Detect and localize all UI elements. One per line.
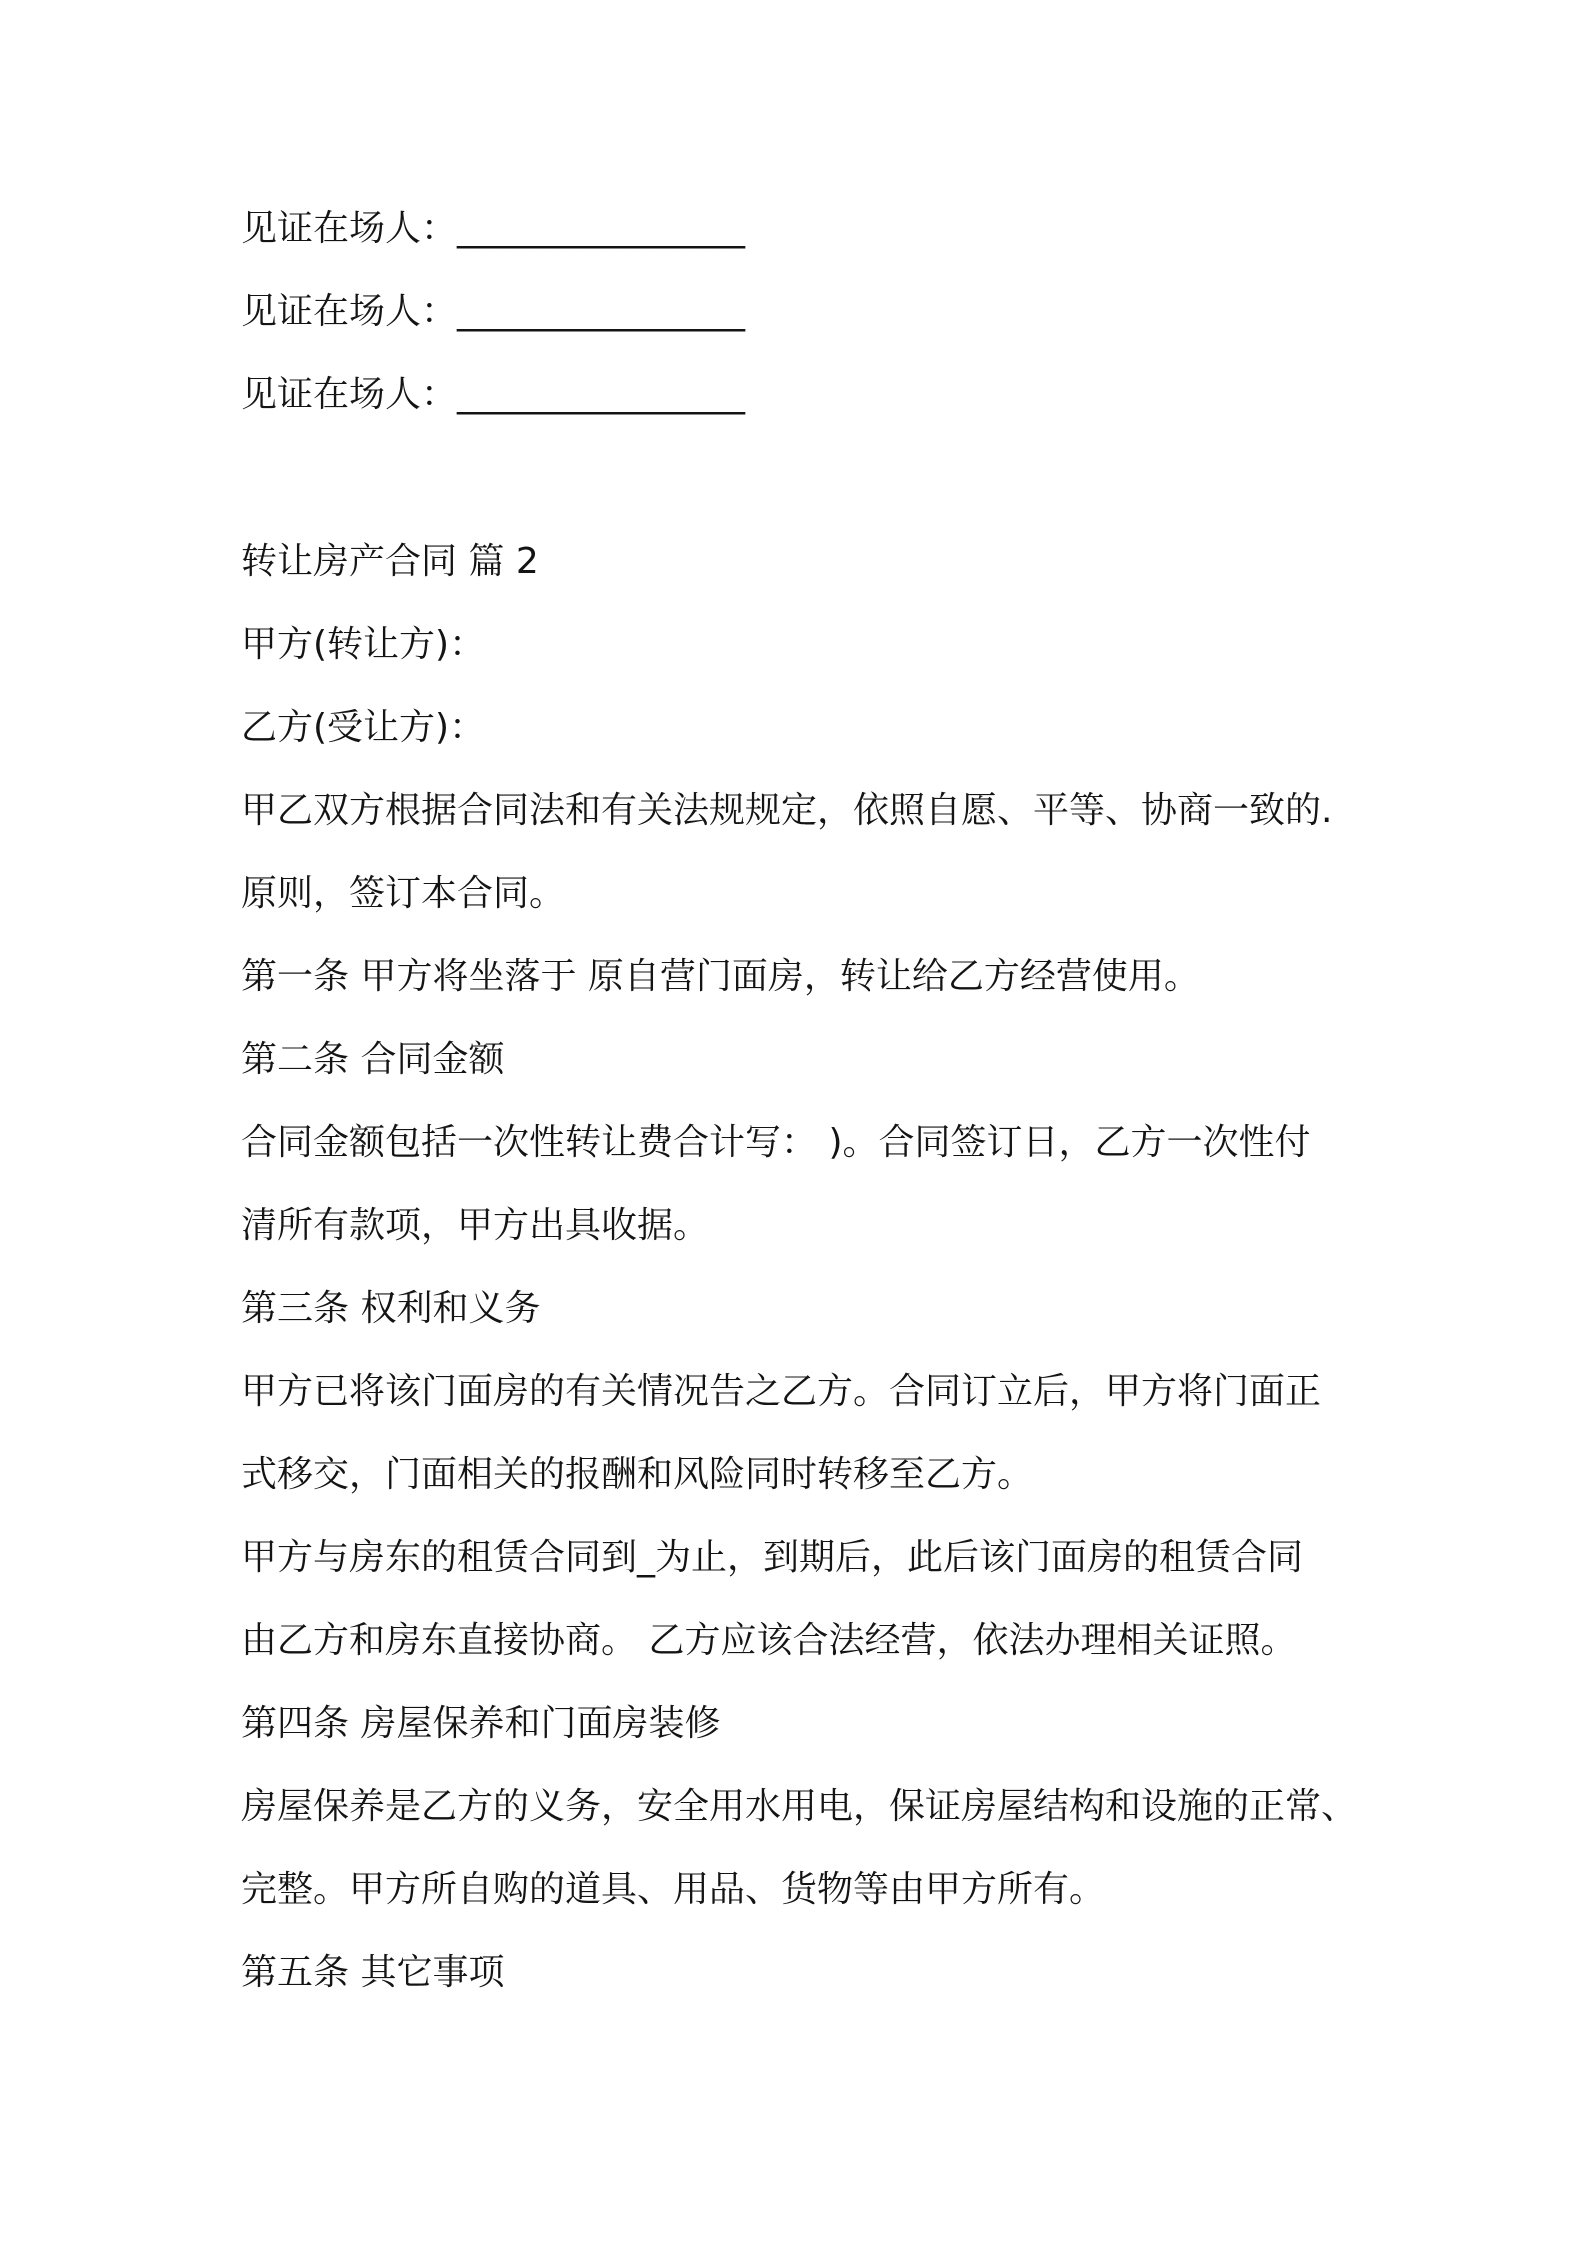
paragraph-line: 完整。甲方所自购的道具、用品、货物等由甲方所有。 [241, 1869, 1106, 1910]
witness-label: 见证在场人： [241, 374, 458, 415]
paragraph-line: 房屋保养是乙方的义务，安全用水用电，保证房屋结构和设施的正常、 [241, 1786, 1358, 1827]
paragraph-line: 原则，签订本合同。 [241, 873, 566, 914]
article-heading: 第四条 房屋保养和门面房装修 [241, 1703, 721, 1744]
paragraph-line: 由乙方和房东直接协商。 乙方应该合法经营，依法办理相关证照。 [241, 1620, 1297, 1661]
witness-label: 见证在场人： [241, 291, 458, 332]
witness-blank: ________________ [457, 208, 746, 249]
witness-line [241, 371, 1371, 419]
party-b-line: 乙方(受让方)： [241, 707, 486, 748]
paragraph-line: 甲方已将该门面房的有关情况告之乙方。合同订立后，甲方将门面正 [241, 1371, 1322, 1412]
paragraph-line: 甲乙双方根据合同法和有关法规规定，依照自愿、平等、协商一致的. [241, 790, 1333, 831]
paragraph-line: 式移交，门面相关的报酬和风险同时转移至乙方。 [241, 1454, 1034, 1495]
witness-line [241, 205, 1371, 253]
witness-label: 见证在场人： [241, 208, 458, 249]
witness-blank: ________________ [457, 291, 746, 332]
witness-blank: ________________ [457, 374, 746, 415]
section-title: 转让房产合同 篇 2 [241, 541, 539, 582]
party-a-line: 甲方(转让方)： [241, 624, 486, 665]
paragraph-line: 甲方与房东的租赁合同到_为止，到期后，此后该门面房的租赁合同 [241, 1537, 1304, 1578]
article-heading: 第三条 权利和义务 [241, 1288, 541, 1329]
article-one: 第一条 甲方将坐落于 原自营门面房，转让给乙方经营使用。 [241, 956, 1200, 997]
article-heading: 第二条 合同金额 [241, 1039, 505, 1080]
witness-line [241, 288, 1371, 336]
paragraph-line: 合同金额包括一次性转让费合计写： )。合同签订日，乙方一次性付 [241, 1122, 1311, 1163]
article-heading: 第五条 其它事项 [241, 1952, 505, 1993]
paragraph-line: 清所有款项，甲方出具收据。 [241, 1205, 710, 1246]
